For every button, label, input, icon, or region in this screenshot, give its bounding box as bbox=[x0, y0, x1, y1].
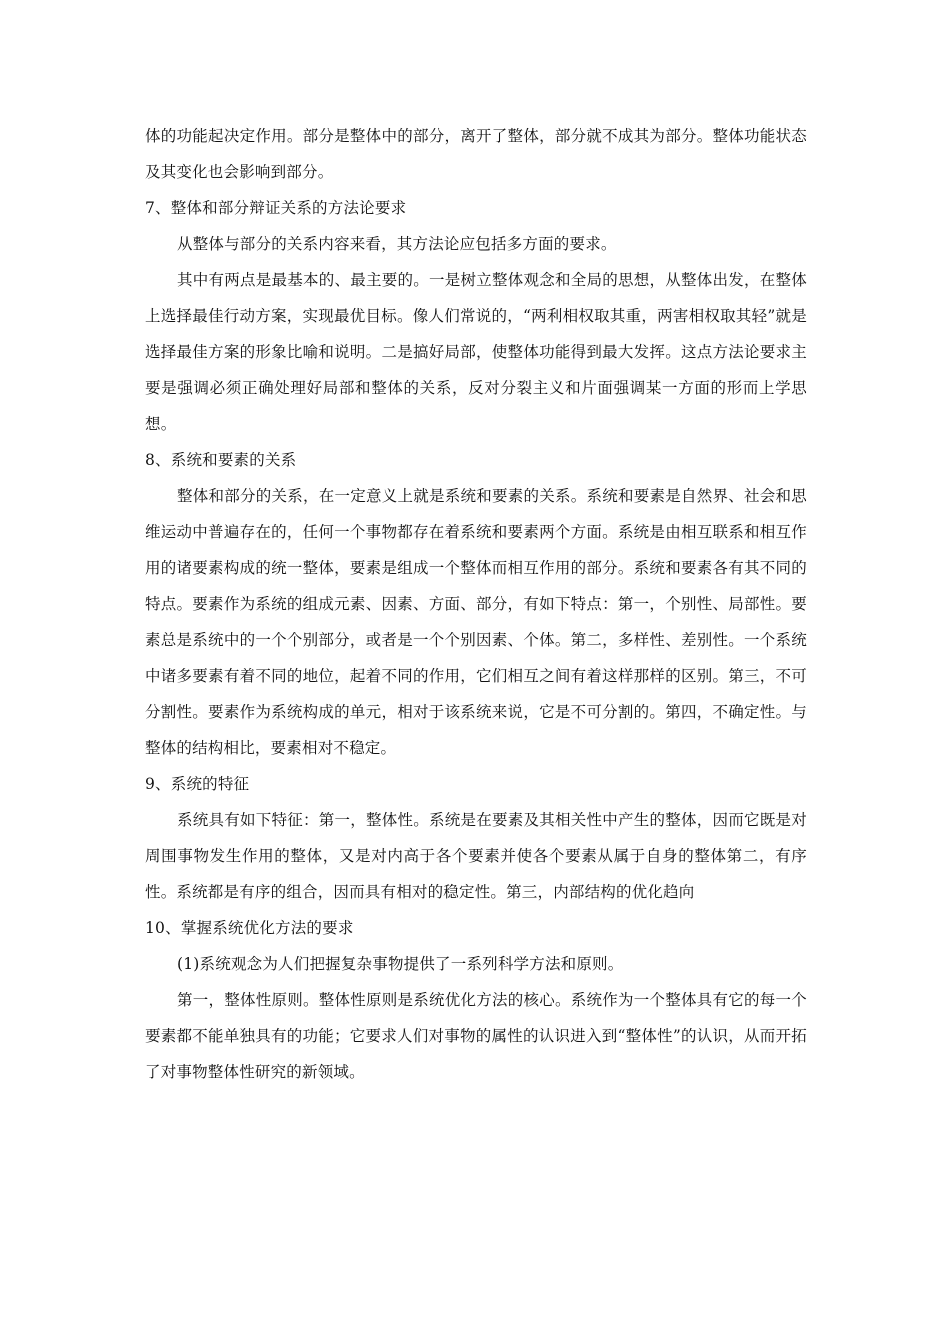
section-heading-8: 8、系统和要素的关系 bbox=[145, 451, 297, 469]
section-heading-10: 10、掌握系统优化方法的要求 bbox=[145, 919, 354, 937]
paragraph-system-elements: 整体和部分的关系，在一定意义上就是系统和要素的关系。系统和要素是自然界、社会和思维运动中普遍存在的，任何一个事物都存在着系统和要素两个方面。系统是由相互联系和相互作用的诸要素构成的统一整体，要素是组成一个整体而相互作用的部分。系统和要素各有其不同的特点。要素作为系统的组成元素、因素、方面、部分，有如下特点：第一，个别性、局部性。要素总是系统中的一个个别部分，或者是一个个别因素、个体。第二，多样性、差别性。一个系统中诸多要素有着不同的地位，起着不同的作用，它们相互之间有着这样那样的区别。第三，不可分割性。要素作为系统构成的单元，相对于该系统来说，它是不可分割的。第四，不确定性。与整体的结构相比，要素相对不稳定。 bbox=[145, 487, 807, 757]
section-heading-9: 9、系统的特征 bbox=[145, 775, 250, 793]
paragraph-whole-function: 体的功能起决定作用。部分是整体中的部分，离开了整体，部分就不成其为部分。整体功能状态及其变化也会影响到部分。 bbox=[145, 127, 807, 181]
paragraph-method-intro: 从整体与部分的关系内容来看，其方法论应包括多方面的要求。 bbox=[177, 235, 617, 253]
document-body bbox=[145, 118, 807, 1090]
paragraph-two-points: 其中有两点是最基本的、最主要的。一是树立整体观念和全局的思想，从整体出发，在整体上选择最佳行动方案，实现最优目标。像人们常说的，“两利相权取其重，两害相权取其轻”就是选择最佳方案的形象比喻和说明。二是搞好局部，使整体功能得到最大发挥。这点方法论要求主要是强调必须正确处理好局部和整体的关系，反对分裂主义和片面强调某一方面的形而上学思想。 bbox=[145, 271, 807, 433]
paragraph-system-features: 系统具有如下特征：第一，整体性。系统是在要素及其相关性中产生的整体，因而它既是对周围事物发生作用的整体，又是对内高于各个要素并使各个要素从属于自身的整体第二，有序性。系统都是有序的组合，因而具有相对的稳定性。第三，内部结构的优化趋向 bbox=[145, 811, 807, 901]
paragraph-system-methods: (1)系统观念为人们把握复杂事物提供了一系列科学方法和原则。 bbox=[177, 955, 624, 973]
paragraph-integrity-principle: 第一，整体性原则。整体性原则是系统优化方法的核心。系统作为一个整体具有它的每一个要素都不能单独具有的功能；它要求人们对事物的属性的认识进入到“整体性”的认识，从而开拓了对事物整体性研究的新领域。 bbox=[145, 991, 807, 1081]
section-heading-7: 7、整体和部分辩证关系的方法论要求 bbox=[145, 199, 407, 217]
